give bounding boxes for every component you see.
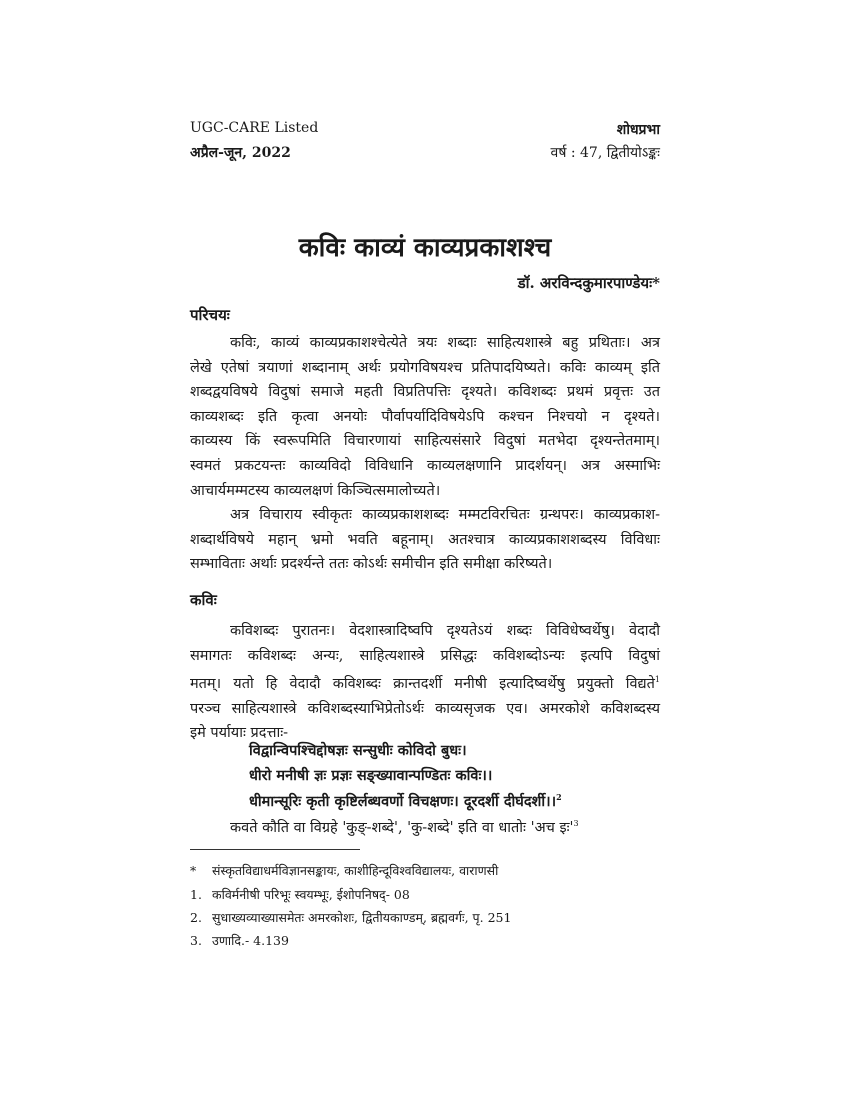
header-listing: UGC-CARE Listed xyxy=(190,120,319,136)
text-line: शब्दद्वयविषये विदुषां समाजे महती विप्रतिपत्तिः दृश्यते। कविशब्दः प्रथमं प्रवृत्तः उत xyxy=(190,384,660,401)
footnote-text: संस्कृतविद्याधर्मविज्ञानसङ्कायः, काशीहिन्दूविश्वविद्यालयः, वाराणसी xyxy=(212,863,499,878)
text-line: शब्दार्थविषये महान् भ्रमो भवति बहूनाम्। अतश्चात्र काव्यप्रकाशशब्दस्य विविधाः xyxy=(190,531,660,548)
section-heading-intro: परिचयः xyxy=(190,306,230,324)
footnote-ref: 1 xyxy=(654,675,660,685)
paragraph-kavi-1 xyxy=(190,619,660,746)
closing-line-text: कवते कौति वा विग्रहे 'कुङ्-शब्दे', 'कु-शब्दे' इति वा धातोः 'अच इः' xyxy=(230,820,574,836)
verse-line: धीरो मनीषी ज्ञः प्रज्ञः सङ्ख्यावान्पण्डितः कविः।। xyxy=(249,767,493,784)
text-line: इमे पर्यायाः प्रदत्ताः- xyxy=(190,725,289,742)
text-line: परञ्च साहित्यशास्त्रे कविशब्दस्याभिप्रेतोऽर्थः काव्यसृजक एव। अमरकोशे कविशब्दस्य xyxy=(190,700,660,717)
footnote-ref: 3 xyxy=(573,819,579,829)
text-line-body: मतम्। यतो हि वेदादौ कविशब्दः क्रान्तदर्शी मनीषी इत्यादिष्वर्थेषु प्रयुक्तो विद्यते xyxy=(190,676,655,693)
footnote-item xyxy=(190,886,410,903)
text-line: कविः, काव्यं काव्यप्रकाशश्चेत्येते त्रयः शब्दाः साहित्यशास्त्रे बहु प्रथिताः। अत्र xyxy=(230,335,660,351)
verse-line xyxy=(249,791,562,811)
header-issue-date: अप्रैल-जून, 2022 xyxy=(190,145,291,161)
verse-line: विद्वान्विपश्चिद्दोषज्ञः सन्सुधीः कोविदो बुधः। xyxy=(249,742,467,759)
text-line xyxy=(190,668,660,696)
header-journal-name: शोधप्रभा xyxy=(616,122,660,138)
text-line: लेखे एतेषां त्रयाणां शब्दानाम् अर्थः प्रयोगविषयश्च प्रतिपादयिष्यते। कविः काव्यम् इति xyxy=(190,359,660,376)
author-name: डॉ. अरविन्दकुमारपाण्डेयः* xyxy=(517,274,660,292)
footnote-item xyxy=(190,932,289,949)
footnote-text: उणादि.- 4.139 xyxy=(212,933,289,948)
footnote-mark: 1. xyxy=(190,887,202,902)
footnote-ref: 2 xyxy=(556,792,562,803)
footnote-text: सुधाख्यव्याख्यासमेतः अमरकोशः, द्वितीयकाण्डम्, ब्रह्मवर्गः, पृ. 251 xyxy=(212,910,512,925)
footnote-item xyxy=(190,862,498,879)
header-volume: वर्ष : 47, द्वितीयोऽङ्कः xyxy=(550,145,660,161)
footnote-item xyxy=(190,909,511,926)
text-line: काव्यस्य किं स्वरूपमिति विचारणायां साहित्यसंसारे विदुषां मतभेदा दृश्यन्तेतमाम्। xyxy=(190,433,660,450)
text-line: कविशब्दः पुरातनः। वेदशास्त्रादिष्वपि दृश्यतेऽयं शब्दः विविधेष्वर्थेषु। वेदादौ xyxy=(230,623,660,639)
text-line: सम्भाविताः अर्थाः प्रदर्श्यन्ते ततः कोऽर्थः समीचीन इति समीक्षा करिष्यते। xyxy=(190,556,553,573)
section-heading-kavi: कविः xyxy=(190,591,217,609)
text-line: अत्र विचाराय स्वीकृतः काव्यप्रकाशशब्दः मम्मटविरचितः ग्रन्थपरः। काव्यप्रकाश- xyxy=(230,507,660,523)
paragraph-intro-1 xyxy=(190,331,660,503)
text-line: आचार्यमम्मटस्य काव्यलक्षणं किञ्चित्समालोच्यते। xyxy=(190,482,441,499)
paragraph-intro-2 xyxy=(190,503,660,577)
footnote-mark: * xyxy=(190,863,197,878)
article-title: कविः काव्यं काव्यप्रकाशश्च xyxy=(298,233,552,263)
footnote-divider xyxy=(190,849,360,850)
footnote-mark: 2. xyxy=(190,910,202,925)
footnote-text: कविर्मनीषी परिभूः स्वयम्भूः, ईशोपनिषद्- 08 xyxy=(212,887,410,902)
verse-text: धीमान्सूरिः कृती कृष्टिर्लब्धवर्णो विचक्षणः। दूरदर्शी दीर्घदर्शी।। xyxy=(249,793,557,810)
text-line: काव्यशब्दः इति कृत्वा अनयोः पौर्वापर्यादिविषयेऽपि कश्चन निश्चयो न दृश्यते। xyxy=(190,408,660,425)
footnote-mark: 3. xyxy=(190,933,202,948)
closing-line xyxy=(230,817,579,837)
text-line: समागतः कविशब्दः अन्यः, साहित्यशास्त्रे प्रसिद्धः कविशब्दोऽन्यः इत्यपि विदुषां xyxy=(190,647,660,664)
text-line: स्वमतं प्रकटयन्तः काव्यविदो विविधानि काव्यलक्षणानि प्रादर्शयन्। अत्र अस्माभिः xyxy=(190,457,660,474)
